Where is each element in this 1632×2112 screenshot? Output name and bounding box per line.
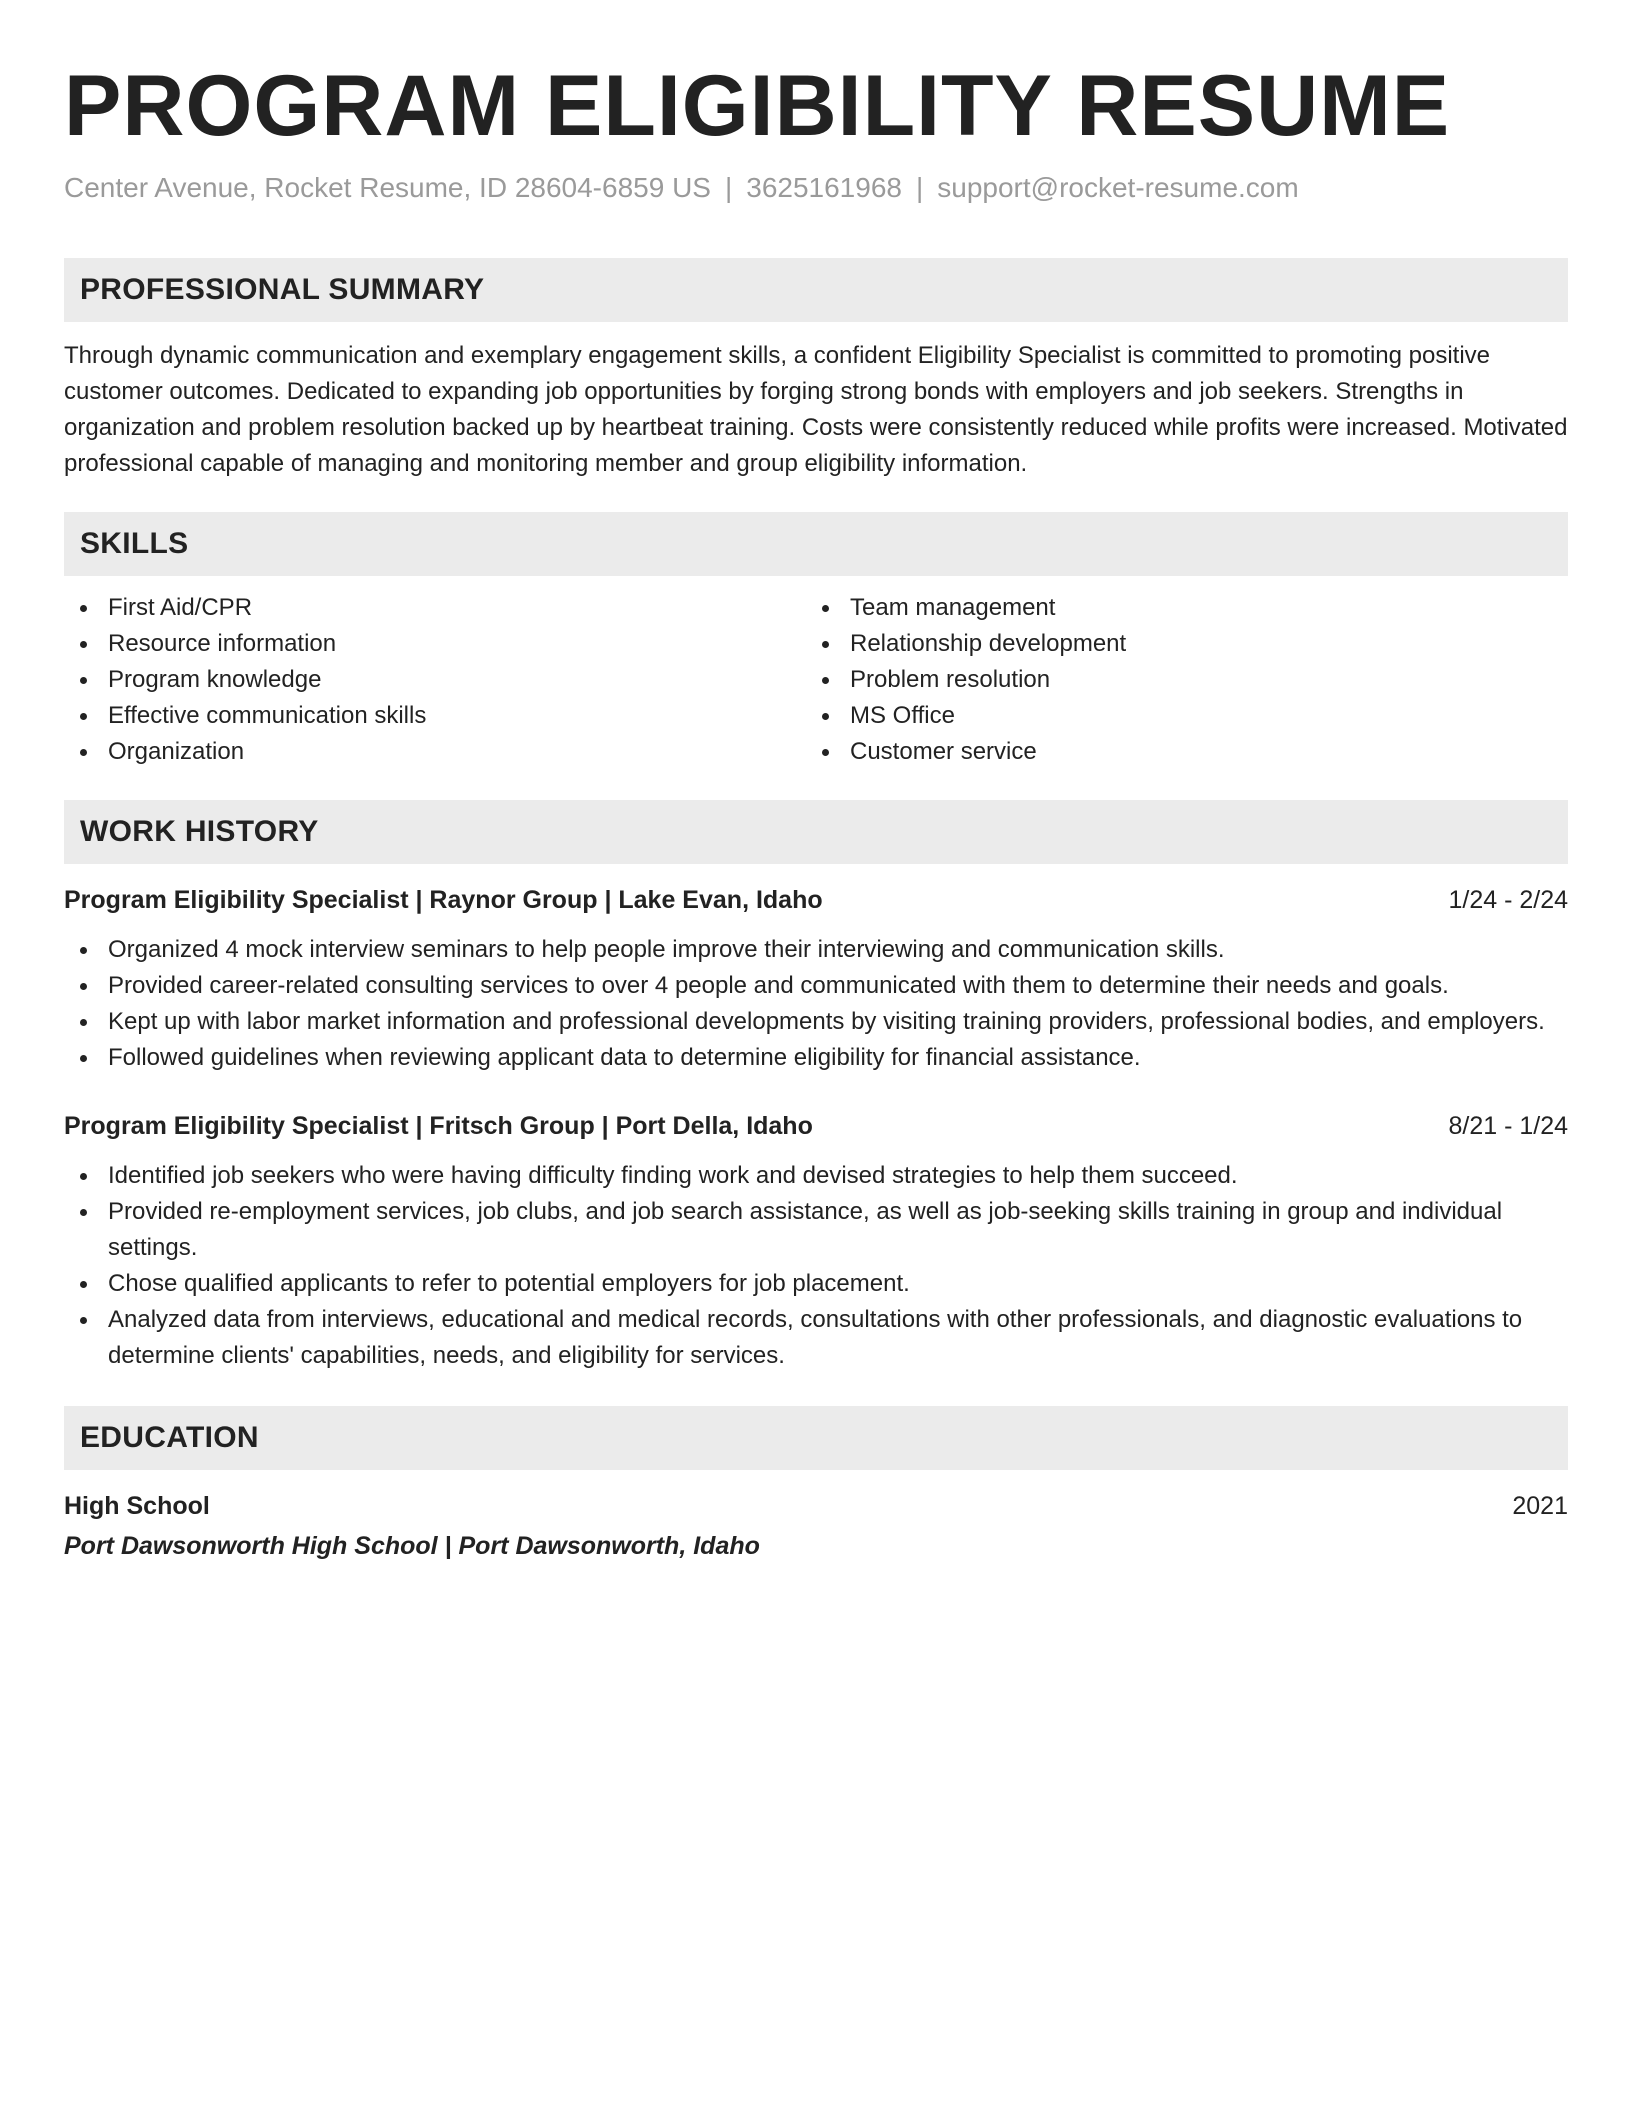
skill-item: First Aid/CPR [64, 590, 806, 626]
skill-item: Resource information [64, 626, 806, 662]
education-year: 2021 [1512, 1492, 1568, 1520]
contact-address: Center Avenue, Rocket Resume, ID 28604-6859 US [64, 172, 711, 203]
skill-item: Organization [64, 734, 806, 770]
education-degree: High School [64, 1492, 210, 1520]
skill-item: Relationship development [806, 626, 1548, 662]
job-header [64, 1108, 1568, 1144]
contact-line [64, 170, 1568, 206]
skill-item: Effective communication skills [64, 698, 806, 734]
job-dates: 8/21 - 1/24 [1448, 1112, 1568, 1140]
job-bullets [64, 932, 1568, 1076]
skill-item: Problem resolution [806, 662, 1548, 698]
section-heading-skills: SKILLS [64, 512, 1568, 576]
job-bullet: Provided re-employment services, job clubs, and job search assistance, as well as job-seeking skills training in group and individual settings. [64, 1194, 1568, 1266]
job-bullet: Chose qualified applicants to refer to potential employers for job placement. [64, 1266, 1568, 1302]
contact-separator: | [915, 172, 924, 203]
skills-column-left [64, 590, 806, 770]
job-bullet: Followed guidelines when reviewing applicant data to determine eligibility for financial assistance. [64, 1040, 1568, 1076]
skills-list [64, 590, 1568, 770]
job-bullets [64, 1158, 1568, 1374]
resume-name: PROGRAM ELIGIBILITY RESUME [64, 58, 1451, 154]
skill-item: Customer service [806, 734, 1548, 770]
job-title: Program Eligibility Specialist | Fritsch Group | Port Della, Idaho [64, 1112, 813, 1140]
job-bullet: Identified job seekers who were having difficulty finding work and devised strategies to help them succeed. [64, 1158, 1568, 1194]
education-header [64, 1488, 1568, 1524]
section-heading-education: EDUCATION [64, 1406, 1568, 1470]
education-school: Port Dawsonworth High School | Port Dawsonworth, Idaho [64, 1532, 760, 1560]
job-bullet: Provided career-related consulting services to over 4 people and communicated with them to determine their needs and goals. [64, 968, 1568, 1004]
summary-text: Through dynamic communication and exemplary engagement skills, a confident Eligibility Specialist is committed to promoting positive customer outcomes. Dedicated to expanding job opportunities by forging strong bonds with employers and job seekers. Strengths in organization and problem resolution backed up by heartbeat training. Costs were consistently reduced while profits were increased. Motivated professional capable of managing and monitoring member and group eligibility information. [64, 342, 1568, 477]
job-bullet: Analyzed data from interviews, educational and medical records, consultations with other professionals, and diagnostic evaluations to determine clients' capabilities, needs, and eligibility for services. [64, 1302, 1568, 1374]
skill-item: Team management [806, 590, 1548, 626]
job-bullet: Organized 4 mock interview seminars to help people improve their interviewing and communication skills. [64, 932, 1568, 968]
skills-column-right [806, 590, 1548, 770]
section-heading-work-history: WORK HISTORY [64, 800, 1568, 864]
skill-item: Program knowledge [64, 662, 806, 698]
job-dates: 1/24 - 2/24 [1448, 886, 1568, 914]
job-title: Program Eligibility Specialist | Raynor Group | Lake Evan, Idaho [64, 886, 823, 914]
skill-item: MS Office [806, 698, 1548, 734]
job-header [64, 882, 1568, 918]
contact-email: support@rocket-resume.com [937, 172, 1299, 203]
contact-phone: 3625161968 [746, 172, 902, 203]
job-bullet: Kept up with labor market information and professional developments by visiting training providers, professional bodies, and employers. [64, 1004, 1568, 1040]
contact-separator: | [724, 172, 733, 203]
section-heading-summary: PROFESSIONAL SUMMARY [64, 258, 1568, 322]
